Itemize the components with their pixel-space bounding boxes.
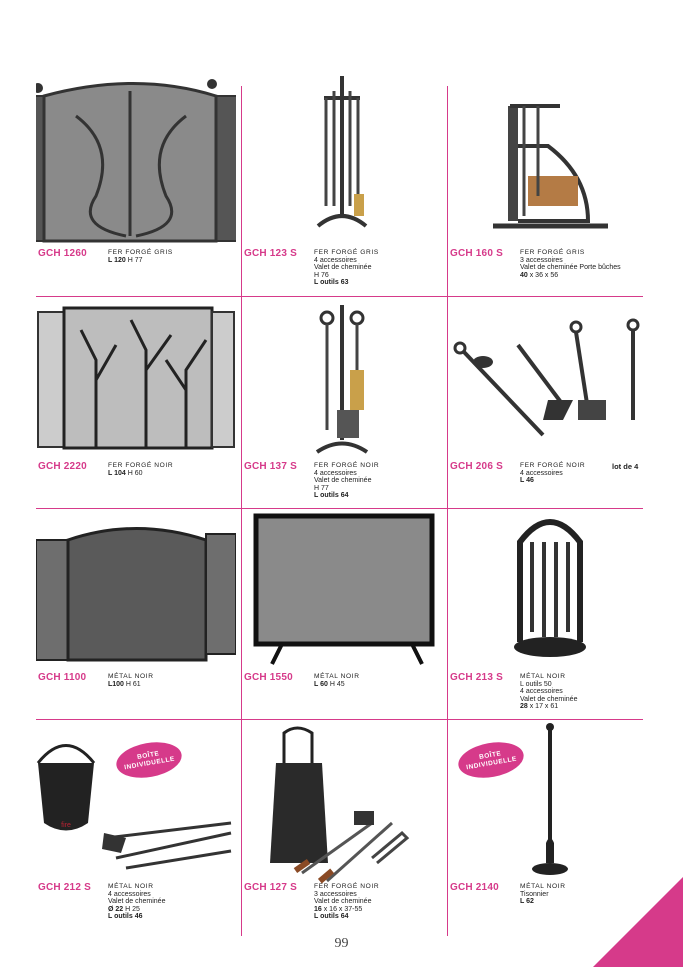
product-description: [108, 249, 173, 264]
description-line: [314, 673, 360, 681]
description-line: [108, 257, 173, 265]
product-gch-123-s[interactable]: [242, 76, 442, 286]
description-line: [314, 681, 360, 689]
detail-text: H 61: [123, 680, 141, 688]
description-line: [520, 696, 577, 704]
description-line: [108, 906, 165, 914]
fire-screen-grey-image: [36, 76, 236, 246]
description-line: [520, 470, 585, 478]
material-label: FER FORGÉ NOIR: [314, 883, 380, 890]
detail-text: 4 accessoires: [108, 890, 151, 898]
detail-text: H 77: [314, 484, 329, 492]
material-label: FER FORGÉ NOIR: [314, 462, 380, 469]
fire-screen-black-image: [36, 512, 236, 682]
description-line: [520, 891, 566, 899]
description-line: [520, 673, 577, 681]
detail-text: H 25: [123, 905, 140, 913]
description-line: [520, 249, 621, 257]
description-line: [108, 673, 154, 681]
detail-text: 4 accessoires: [314, 469, 357, 477]
description-line: [108, 470, 173, 478]
description-line: [314, 264, 379, 272]
description-line: [108, 913, 165, 921]
product-code: GCH 160 S: [450, 248, 503, 259]
loose-tools-image: [448, 300, 648, 470]
detail-text: Valet de cheminée: [314, 898, 372, 906]
detail-text: H 77: [125, 256, 143, 264]
material-label: MÉTAL NOIR: [108, 883, 154, 890]
product-gch-213-s[interactable]: [448, 512, 648, 722]
material-label: FER FORGÉ GRIS: [108, 249, 173, 256]
detail-text: 3 accessoires: [314, 890, 357, 898]
product-code: GCH 1550: [244, 672, 293, 683]
description-line: [520, 898, 566, 906]
fire-screen-trees-image: [36, 300, 236, 470]
description-line: [520, 883, 566, 891]
log-holder-set-image: [448, 76, 648, 246]
detail-text: H 76: [314, 271, 329, 279]
product-code: GCH 213 S: [450, 672, 503, 683]
detail-text: Valet de cheminée Porte bûches: [520, 264, 621, 272]
description-line: [520, 681, 577, 689]
product-description: [108, 462, 173, 477]
material-label: MÉTAL NOIR: [520, 673, 566, 680]
detail-text: L outils 50: [520, 680, 552, 688]
dimension-bold: 28: [520, 703, 528, 711]
detail-text: H 45: [327, 680, 345, 688]
dimension-bold: 40: [520, 271, 528, 279]
product-description: [314, 249, 379, 287]
description-line: [314, 462, 379, 470]
row-divider: [36, 296, 643, 297]
description-line: [108, 891, 165, 899]
material-label: MÉTAL NOIR: [314, 673, 360, 680]
dimension-bold: L outils 64: [314, 913, 349, 921]
product-description: [108, 673, 154, 688]
arched-tool-set-image: [448, 512, 648, 682]
description-line: [520, 688, 577, 696]
description-line: [314, 898, 379, 906]
individual-box-badge: BOÎTE INDIVIDUELLE: [456, 738, 527, 783]
dimension-bold: L outils 64: [314, 492, 349, 500]
product-gch-206-s[interactable]: [448, 300, 648, 510]
detail-text: x 16 x 37-55: [321, 905, 363, 913]
box-tool-set-image: [242, 723, 442, 893]
product-gch-160-s[interactable]: [448, 76, 648, 286]
material-label: FER FORGÉ NOIR: [520, 462, 586, 469]
product-gch-1260[interactable]: [36, 76, 236, 286]
dimension-bold: L 62: [520, 898, 534, 906]
detail-text: Tisonnier: [520, 890, 549, 898]
product-code: GCH 206 S: [450, 461, 503, 472]
description-line: [520, 477, 585, 485]
dimension-bold: L 104: [108, 469, 126, 477]
description-line: [108, 898, 165, 906]
product-description: [520, 462, 585, 485]
product-description: [520, 673, 577, 711]
dimension-bold: L outils 46: [108, 913, 143, 921]
material-label: FER FORGÉ GRIS: [520, 249, 585, 256]
material-label: FER FORGÉ GRIS: [314, 249, 379, 256]
flat-fire-screen-image: [242, 512, 442, 682]
detail-text: Valet de cheminée: [108, 898, 166, 906]
product-description: [520, 883, 566, 906]
product-code: GCH 123 S: [244, 248, 297, 259]
product-code: GCH 137 S: [244, 461, 297, 472]
product-code: GCH 127 S: [244, 882, 297, 893]
product-description: [108, 883, 165, 921]
dimension-bold: L 46: [520, 477, 534, 485]
description-line: [314, 279, 379, 287]
detail-text: 3 accessoires: [520, 256, 563, 264]
detail-text: Valet de cheminée: [314, 264, 372, 272]
individual-box-badge: BOÎTE INDIVIDUELLE: [114, 738, 185, 783]
product-description: [314, 462, 379, 500]
product-gch-127-s[interactable]: [242, 723, 442, 933]
dimension-bold: L outils 63: [314, 279, 349, 287]
description-line: [108, 249, 173, 257]
product-code: GCH 2220: [38, 461, 87, 472]
description-line: [108, 883, 165, 891]
description-line: [314, 249, 379, 257]
dimension-bold: L 60: [314, 680, 328, 688]
product-code: GCH 1260: [38, 248, 87, 259]
description-line: [520, 272, 621, 280]
description-line: [314, 883, 379, 891]
detail-text: x 17 x 61: [527, 703, 559, 711]
product-gch-1100[interactable]: [36, 512, 236, 722]
tool-set-black-image: [242, 300, 442, 470]
product-code: GCH 1100: [38, 672, 87, 683]
dimension-bold: L100: [108, 680, 124, 688]
description-line: [520, 264, 621, 272]
dimension-bold: 16: [314, 905, 322, 913]
detail-text: Valet de cheminée: [520, 695, 578, 703]
lot-label: lot de 4: [612, 462, 639, 471]
description-line: [520, 462, 585, 470]
product-description: [520, 249, 621, 279]
corner-decoration: [593, 877, 683, 967]
product-description: [314, 673, 360, 688]
product-code: GCH 2140: [450, 882, 499, 893]
description-line: [108, 681, 154, 689]
detail-text: x 36 x 56: [527, 271, 559, 279]
description-line: [314, 272, 379, 280]
description-line: [314, 913, 379, 921]
description-line: [520, 703, 577, 711]
description-line: [108, 462, 173, 470]
detail-text: H 60: [125, 469, 143, 477]
description-line: [314, 492, 379, 500]
description-line: [314, 485, 379, 493]
product-gch-137-s[interactable]: [242, 300, 442, 510]
detail-text: 4 accessoires: [520, 688, 563, 696]
material-label: MÉTAL NOIR: [520, 883, 566, 890]
page-number: 99: [334, 936, 349, 951]
product-gch-212-s[interactable]: [36, 723, 236, 933]
description-line: [314, 891, 379, 899]
product-code: GCH 212 S: [38, 882, 91, 893]
product-gch-2220[interactable]: [36, 300, 236, 510]
dimension-bold: Ø 22: [108, 905, 124, 913]
dimension-bold: L 120: [108, 256, 126, 264]
detail-text: 4 accessoires: [520, 469, 563, 477]
material-label: FER FORGÉ NOIR: [108, 462, 174, 469]
bucket-text: fire: [61, 822, 71, 829]
description-line: [314, 477, 379, 485]
detail-text: 4 accessoires: [314, 256, 357, 264]
product-description: [314, 883, 379, 921]
tool-set-grey-image: [242, 76, 442, 246]
product-gch-1550[interactable]: [242, 512, 442, 722]
detail-text: Valet de cheminée: [314, 477, 372, 485]
description-line: [314, 906, 379, 914]
description-line: [314, 470, 379, 478]
description-line: [520, 257, 621, 265]
material-label: MÉTAL NOIR: [108, 673, 154, 680]
description-line: [314, 257, 379, 265]
